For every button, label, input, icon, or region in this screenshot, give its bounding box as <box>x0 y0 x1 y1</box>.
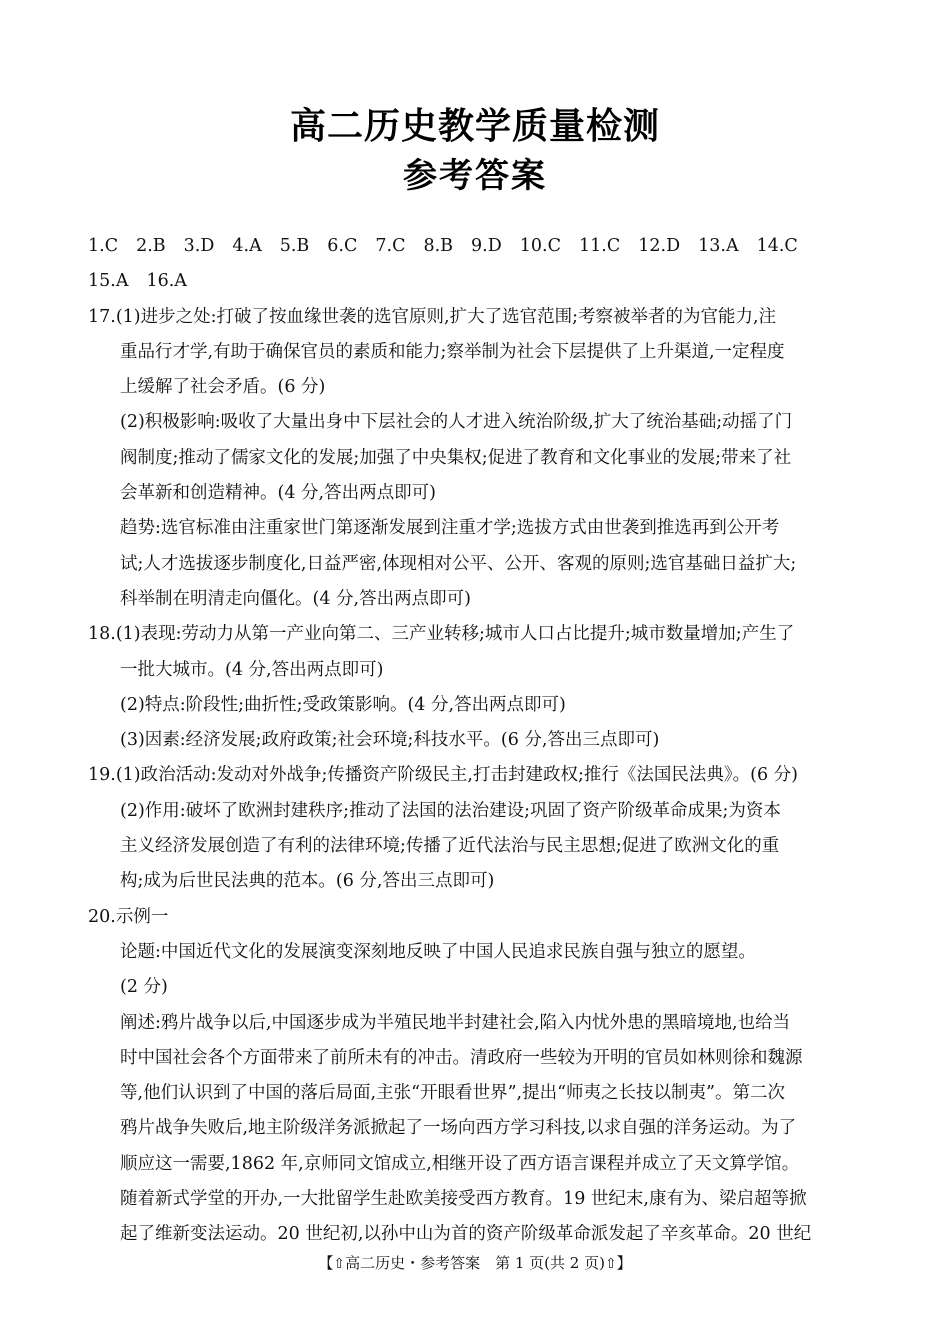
q19-line: 19.(1)政治活动:发动对外战争;传播资产阶级民主,打击封建政权;推行《法国民法典》。(6 分) <box>88 765 798 786</box>
footer-left-bracket: 【 <box>318 1254 334 1272</box>
footer-text: 高二历史・参考答案 第 1 页(共 2 页) <box>345 1254 605 1272</box>
q17-line: (2)积极影响:吸收了大量出身中下层社会的人才进入统治阶级,扩大了统治基础;动摇了门 <box>120 412 793 433</box>
q19-line: (2)作用:破坏了欧洲封建秩序;推动了法国的法治建设;巩固了资产阶级革命成果;为资本 <box>120 800 781 821</box>
page-footer <box>0 1252 950 1273</box>
answer-item: 3.D <box>183 236 215 256</box>
up-arrow-icon: ⇧ <box>604 1256 617 1272</box>
answer-body <box>88 229 870 1253</box>
answers-row-1 <box>88 229 870 264</box>
page-subtitle: 参考答案 <box>403 156 547 196</box>
up-arrow-icon: ⇧ <box>333 1256 346 1272</box>
q20-line: 顺应这一需要,1862 年,京师同文馆成立,相继开设了西方语言课程并成立了天文算学馆。 <box>120 1153 800 1174</box>
answer-item: 4.A <box>232 236 262 256</box>
q20-line: (2 分) <box>120 977 168 998</box>
footer-right-bracket: 】 <box>616 1254 632 1272</box>
answer-item: 9.D <box>471 236 502 256</box>
q17-line: 趋势:选官标准由注重家世门第逐渐发展到注重才学;选拔方式由世袭到推选再到公开考 <box>120 518 780 539</box>
answer-item: 7.C <box>375 236 406 256</box>
q20-line: 时中国社会各个方面带来了前所未有的冲击。清政府一些较为开明的官员如林则徐和魏源 <box>120 1047 803 1068</box>
q18-line: (3)因素:经济发展;政府政策;社会环境;科技水平。(6 分,答出三点即可) <box>120 730 660 751</box>
q20-line: 随着新式学堂的开办,一大批留学生赴欧美接受西方教育。19 世纪末,康有为、梁启超等掀 <box>120 1189 807 1210</box>
q17-line: 17.(1)进步之处:打破了按血缘世袭的选官原则,扩大了选官范围;考察被举者的为官能力,注 <box>88 306 777 327</box>
answers-row-2 <box>88 264 870 299</box>
answer-item: 2.B <box>136 236 166 256</box>
answer-item: 8.B <box>423 236 454 256</box>
q20-line: 起了维新变法运动。20 世纪初,以孙中山为首的资产阶级革命派发起了辛亥革命。20 世纪 <box>120 1224 812 1245</box>
answer-item: 15.A <box>88 271 129 292</box>
q20-line: 等,他们认识到了中国的落后局面,主张“开眼看世界”,提出“师夷之长技以制夷”。第二次 <box>120 1083 785 1104</box>
answer-item: 16.A <box>146 271 187 292</box>
q18-line: 一批大城市。(4 分,答出两点即可) <box>120 659 384 680</box>
q20-line: 鸦片战争失败后,地主阶级洋务派掀起了一场向西方学习科技,以求自强的洋务运动。为了 <box>120 1118 797 1139</box>
q19-line: 构;成为后世民法典的范本。(6 分,答出三点即可) <box>120 871 495 892</box>
q20-line: 20.示例一 <box>88 906 169 927</box>
answer-item: 6.C <box>327 236 358 256</box>
q17-line: 会革新和创造精神。(4 分,答出两点即可) <box>120 483 436 504</box>
answer-item: 5.B <box>279 236 310 256</box>
page-title: 高二历史教学质量检测 <box>289 106 660 147</box>
q20-line: 论题:中国近代文化的发展演变深刻地反映了中国人民追求民族自强与独立的愿望。 <box>120 941 756 962</box>
answer-item: 14.C <box>756 236 798 256</box>
q19-line: 主义经济发展创造了有利的法律环境;传播了近代法治与民主思想;促进了欧洲文化的重 <box>120 836 780 857</box>
q17-line: 试;人才选拔逐步制度化,日益严密,体现相对公平、公开、客观的原则;选官基础日益扩大; <box>120 553 797 574</box>
answer-item: 12.D <box>638 236 681 256</box>
answer-item: 1.C <box>88 236 119 256</box>
q20-line: 阐述:鸦片战争以后,中国逐步成为半殖民地半封建社会,陷入内忧外患的黑暗境地,也给当 <box>120 1012 791 1033</box>
q17-line: 重品行才学,有助于确保官员的素质和能力;察举制为社会下层提供了上升渠道,一定程度 <box>120 341 785 362</box>
q17-line: 上缓解了社会矛盾。(6 分) <box>120 377 326 398</box>
q17-line: 科举制在明清走向僵化。(4 分,答出两点即可) <box>120 588 471 609</box>
answer-item: 11.C <box>579 236 621 256</box>
q17-line: 阀制度;推动了儒家文化的发展;加强了中央集权;促进了教育和文化事业的发展;带来了社 <box>120 447 792 468</box>
answer-item: 10.C <box>519 236 562 256</box>
q18-line: 18.(1)表现:劳动力从第一产业向第二、三产业转移;城市人口占比提升;城市数量增加;产生了 <box>88 624 795 645</box>
q18-line: (2)特点:阶段性;曲折性;受政策影响。(4 分,答出两点即可) <box>120 694 566 715</box>
answer-item: 13.A <box>698 236 739 256</box>
